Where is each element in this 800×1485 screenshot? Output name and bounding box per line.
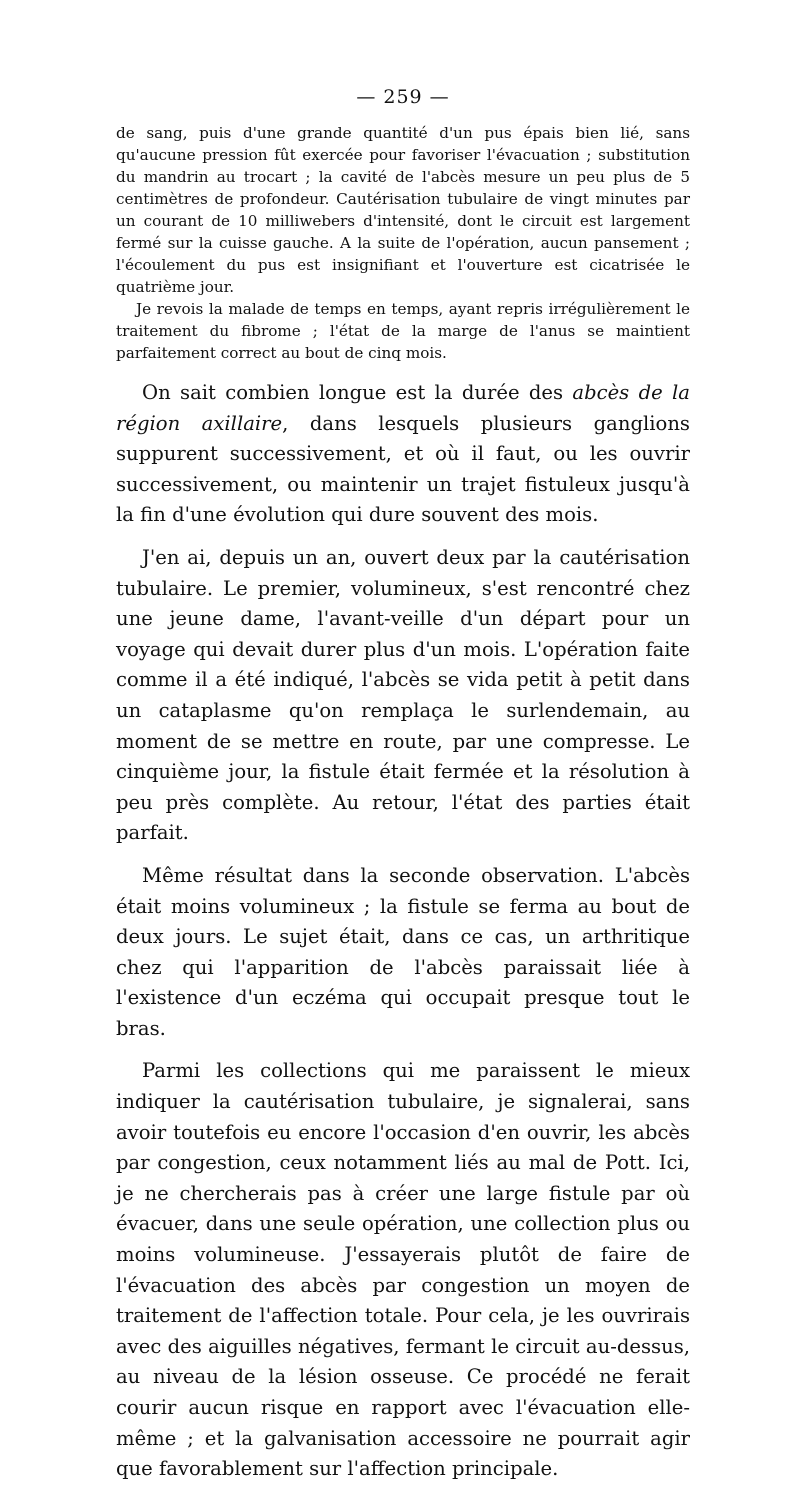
body-paragraph: Même résultat dans la seconde observation. L'abcès était moins volumineux ; la fistule se ferma au bout de deux jours. Le sujet était, dans ce cas, un arthritique chez qui l'apparition de l'abcès paraissait liée à l'existence d'un eczéma qui occupait presque tout le bras.	[116, 863, 690, 1040]
observation-block	[116, 122, 690, 364]
italic-term: abcès de la région axillaire	[116, 381, 690, 435]
observation-paragraph: Je revois la malade de temps en temps, ayant repris irrégulièrement le traitement du fibrome ; l'état de la marge de l'anus se maintient parfaitement correct au bout de cinq mois.	[116, 300, 690, 362]
body-text	[116, 378, 690, 1485]
text-run: On sait combien longue est la durée des	[142, 381, 573, 404]
body-paragraph: J'en ai, depuis un an, ouvert deux par la cautérisation tubulaire. Le premier, volumineux, s'est rencontré chez une jeune dame, l'avant-veille d'un départ pour un voyage qui devait durer plus d'un mois. L'opération faite comme il a été indiqué, l'abcès se vida petit à petit dans un cataplasme qu'on remplaça le surlendemain, au moment de se mettre en route, par une compresse. Le cinquième jour, la fistule était fermée et la résolution à peu près complète. Au retour, l'état des parties était parfait.	[116, 545, 690, 845]
body-paragraph	[116, 378, 690, 531]
body-paragraph: Parmi les collections qui me paraissent le mieux indiquer la cautérisation tubulaire, je signalerai, sans avoir toutefois eu encore l'occasion d'en ouvrir, les abcès par congestion, ceux notamment liés au mal de Pott. Ici, je ne chercherais pas à créer une large fistule par où évacuer, dans une seule opération, une collection plus ou moins volumineuse. J'essayerais plutôt de faire de l'évacuation des abcès par congestion un moyen de traitement de l'affection totale. Pour cela, je les ouvrirais avec des aiguilles négatives, fermant le circuit au-dessus, au niveau de la lésion osseuse. Ce procédé ne ferait courir aucun risque en rapport avec l'évacuation elle-même ; et la galvanisation accessoire ne pourrait agir que favorablement sur l'affection principale.	[116, 1059, 690, 1481]
page-number: — 259 —	[356, 86, 450, 108]
observation-paragraph: de sang, puis d'une grande quantité d'un pus épais bien lié, sans qu'aucune pression fût exercée pour favoriser l'évacuation ; substitution du mandrin au trocart ; la cavité de l'abcès mesure un peu plus de 5 centimètres de profondeur. Cautérisation tubulaire de vingt minutes par un courant de 10 milliwebers d'intensité, dont le circuit est largement fermé sur la cuisse gauche. A la suite de l'opération, aucun pansement ; l'écoulement du pus est insignifiant et l'ouverture est cicatrisée le quatrième jour.	[116, 124, 690, 296]
text-run: , dans lesquels plusieurs ganglions suppurent successivement, et où il faut, ou les ouvrir successivement, ou maintenir un trajet fistuleux jusqu'à la fin d'une évolution qui dure souvent des mois.	[116, 411, 690, 527]
